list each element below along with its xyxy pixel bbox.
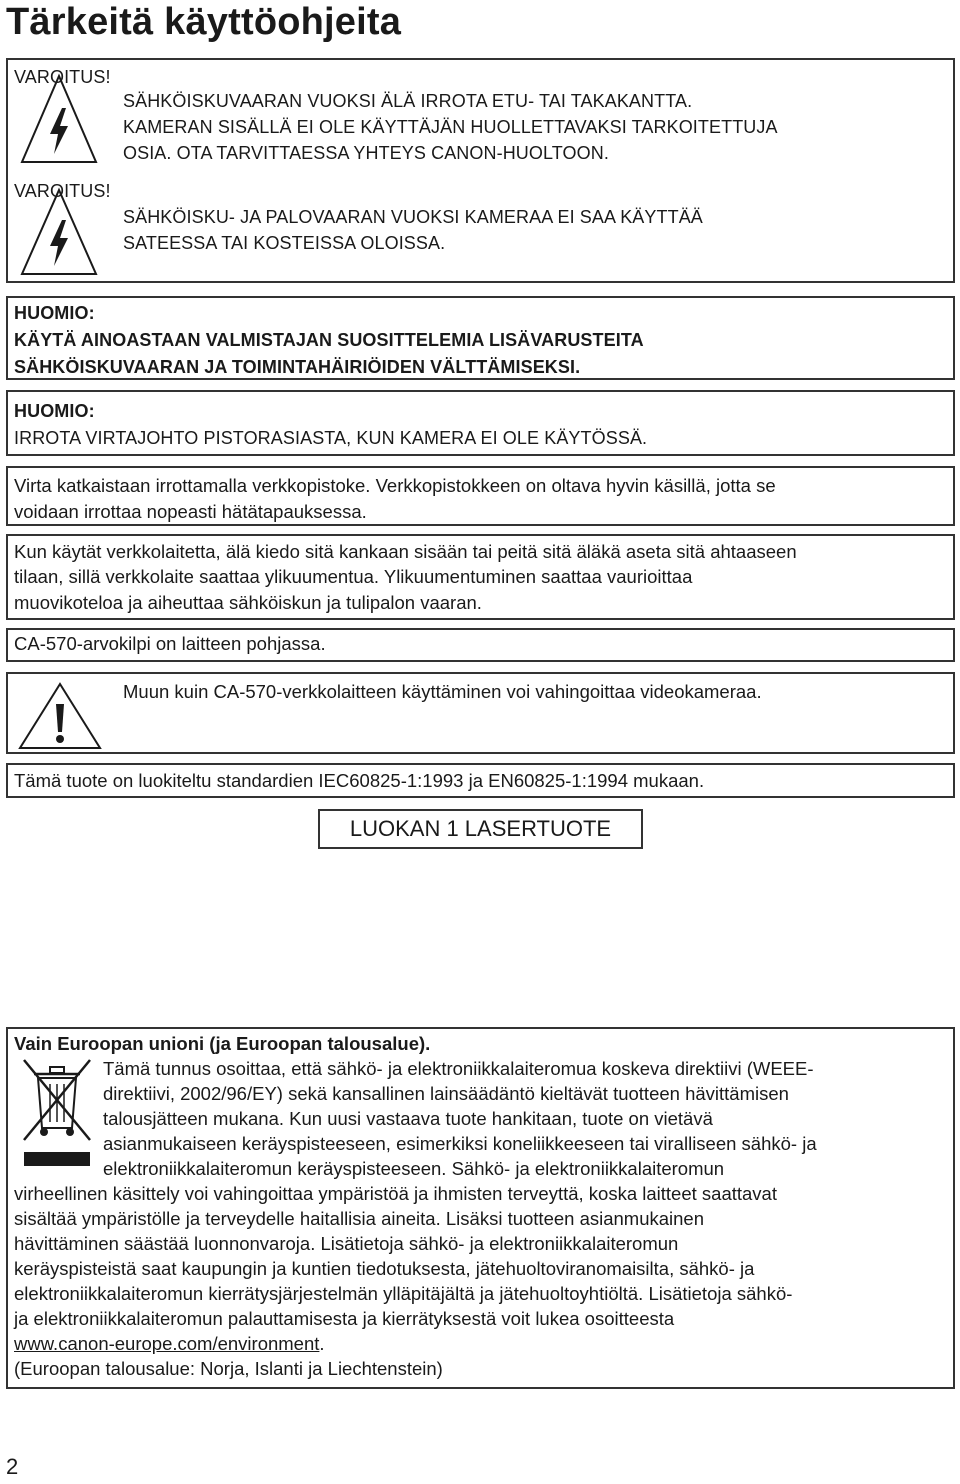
adapter-note-line: Kun käytät verkkolaitetta, älä kiedo sitä kankaan sisään tai peitä sitä äläkä aseta sitä ahtaaseen <box>14 541 797 562</box>
adapter-note-line: muovikoteloa ja aiheuttaa sähköiskun ja tulipalon vaaran. <box>14 592 482 613</box>
page-number: 2 <box>6 1454 19 1479</box>
eu-text-line: virheellinen käsittely voi vahingoittaa ympäristöä ja ihmisten terveyttä, koska laitteet saattavat <box>14 1183 777 1204</box>
eu-text-line: sisältää ympäristölle ja terveydelle haitallisia aineita. Lisäksi tuotteen asianmukainen <box>14 1208 705 1229</box>
eu-text-line: Tämä tunnus osoittaa, että sähkö- ja elektroniikkalaiteromua koskeva direktiivi (WEEE- <box>103 1058 814 1079</box>
power-note-line: voidaan irrottaa nopeasti hätätapauksessa. <box>14 501 367 522</box>
crossed-out-wheelie-bin-icon <box>20 1056 94 1170</box>
eu-text-line: talousjätteen mukana. Kun uusi vastaava tuote hankitaan, tuote on vietävä <box>103 1108 713 1129</box>
laser-product-label: LUOKAN 1 LASERTUOTE <box>318 809 643 849</box>
eu-text-line: ja elektroniikkalaiteromun palauttamisesta ja kierrätyksestä voit lukea osoitteesta <box>14 1308 675 1329</box>
eu-text-line: hävittäminen säästää luonnonvaroja. Lisätietoja sähkö- ja elektroniikkalaiteromun <box>14 1233 679 1254</box>
eu-link-line <box>14 1331 325 1356</box>
caution-label: HUOMIO: <box>14 401 95 421</box>
eea-note: (Euroopan talousalue: Norja, Islanti ja Liechtenstein) <box>14 1358 443 1379</box>
adapter-warning-text: Muun kuin CA-570-verkkolaitteen käyttäminen voi vahingoittaa videokameraa. <box>123 681 762 702</box>
caution-line: KÄYTÄ AINOASTAAN VALMISTAJAN SUOSITTELEMIA LISÄVARUSTEITA <box>14 330 644 350</box>
classification-text: Tämä tuote on luokiteltu standardien IEC60825-1:1993 ja EN60825-1:1994 mukaan. <box>14 770 705 791</box>
link-suffix: . <box>319 1333 325 1354</box>
warning-line: OSIA. OTA TARVITTAESSA YHTEYS CANON-HUOLTOON. <box>123 143 609 163</box>
warning-label: VAROITUS! <box>14 181 111 201</box>
warning-line: KAMERAN SISÄLLÄ EI OLE KÄYTTÄJÄN HUOLLETTAVAKSI TARKOITETTUJA <box>123 117 778 137</box>
caution-line: SÄHKÖISKUVAARAN JA TOIMINTAHÄIRIÖIDEN VÄLTTÄMISEKSI. <box>14 357 581 377</box>
caution-label: HUOMIO: <box>14 303 95 323</box>
rating-plate-text: CA-570-arvokilpi on laitteen pohjassa. <box>14 633 326 654</box>
eu-text-line: elektroniikkalaiteromun keräyspisteeseen. Sähkö- ja elektroniikkalaiteromun <box>103 1158 725 1179</box>
caution-line: IRROTA VIRTAJOHTO PISTORASIASTA, KUN KAMERA EI OLE KÄYTÖSSÄ. <box>14 428 648 448</box>
environment-link[interactable]: www.canon-europe.com/environment <box>14 1333 320 1354</box>
warning-line: SÄHKÖISKUVAARAN VUOKSI ÄLÄ IRROTA ETU- TAI TAKAKANTTA. <box>123 91 693 111</box>
warning-line: SÄHKÖISKU- JA PALOVAARAN VUOKSI KAMERAA EI SAA KÄYTTÄÄ <box>123 207 703 227</box>
exclamation-warning-icon <box>18 680 102 750</box>
eu-heading: Vain Euroopan unioni (ja Euroopan talousalue). <box>14 1033 431 1054</box>
lightning-warning-icon <box>20 70 98 168</box>
page-title: Tärkeitä käyttöohjeita <box>6 1 402 43</box>
warning-label: VAROITUS! <box>14 67 111 87</box>
lightning-warning-icon <box>20 186 98 278</box>
eu-text-line: keräyspisteistä saat kaupungin ja kuntien tiedotuksesta, jätehuoltoviranomaisilta, sähkö- ja <box>14 1258 755 1279</box>
adapter-note-line: tilaan, sillä verkkolaite saattaa ylikuumentua. Ylikuumentuminen saattaa vaurioittaa <box>14 566 693 587</box>
eu-text-line: elektroniikkalaiteromun kierrätysjärjestelmän ylläpitäjältä ja jätehuoltoyhtiöltä. Lisätietoja sähkö- <box>14 1283 793 1304</box>
eu-text-line: direktiivi, 2002/96/EY) sekä kansallinen lainsäädäntö kieltävät tuotteen hävittämisen <box>103 1083 789 1104</box>
power-note-line: Virta katkaistaan irrottamalla verkkopistoke. Verkkopistokkeen on oltava hyvin käsillä, jotta se <box>14 475 776 496</box>
eu-text-line: asianmukaiseen keräyspisteeseen, esimerkiksi koneliikkeeseen tai viralliseen sähkö- ja <box>103 1133 817 1154</box>
warning-line: SATEESSA TAI KOSTEISSA OLOISSA. <box>123 233 446 253</box>
